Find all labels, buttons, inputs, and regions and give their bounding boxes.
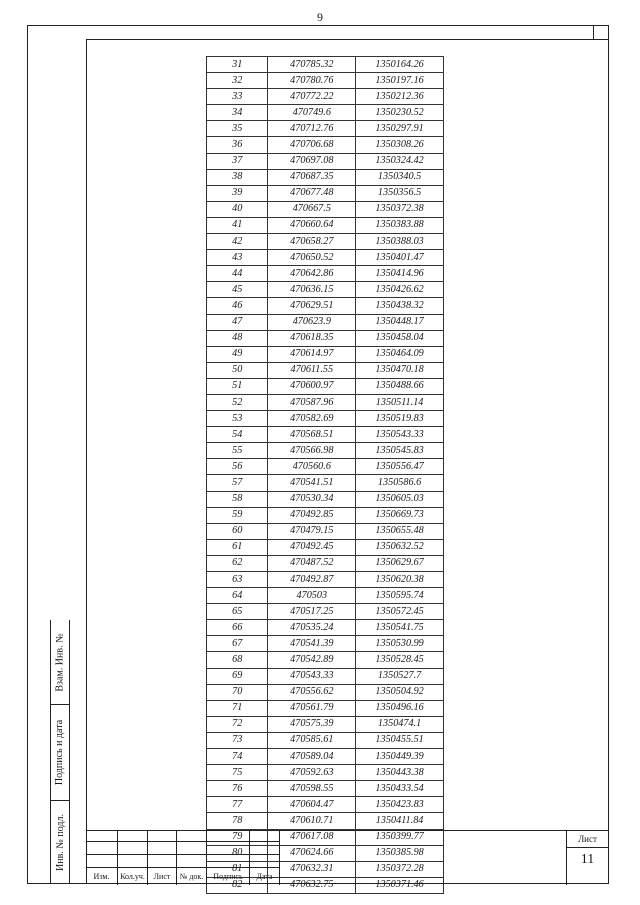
y-coordinate-cell: 1350629.67 <box>356 555 444 571</box>
x-coordinate-cell: 470611.55 <box>268 362 356 378</box>
point-number-cell: 77 <box>207 797 268 813</box>
sheet-number: 11 <box>580 852 595 867</box>
x-coordinate-cell: 470667.5 <box>268 201 356 217</box>
point-number-cell: 76 <box>207 781 268 797</box>
x-coordinate-cell: 470541.39 <box>268 636 356 652</box>
y-coordinate-cell: 1350324.42 <box>356 153 444 169</box>
y-coordinate-cell: 1350197.16 <box>356 73 444 89</box>
x-coordinate-cell: 470542.89 <box>268 652 356 668</box>
x-coordinate-cell: 470503 <box>268 588 356 604</box>
table-row <box>207 137 444 153</box>
x-coordinate-cell: 470677.48 <box>268 185 356 201</box>
point-number-cell: 64 <box>207 588 268 604</box>
sheet-label: Лист <box>578 834 597 844</box>
table-row <box>207 539 444 555</box>
point-number-cell: 75 <box>207 765 268 781</box>
point-number-cell: 52 <box>207 394 268 410</box>
left-approval-strip <box>50 620 86 884</box>
point-number-cell: 50 <box>207 362 268 378</box>
x-coordinate-cell: 470541.51 <box>268 475 356 491</box>
table-row <box>207 475 444 491</box>
point-number-cell: 79 <box>207 829 268 845</box>
table-row <box>207 185 444 201</box>
x-coordinate-cell: 470587.96 <box>268 394 356 410</box>
table-row <box>207 813 444 829</box>
table-row <box>207 411 444 427</box>
y-coordinate-cell: 1350383.88 <box>356 217 444 233</box>
x-coordinate-cell: 470632.31 <box>268 861 356 877</box>
x-coordinate-cell: 470517.25 <box>268 604 356 620</box>
x-coordinate-cell: 470568.51 <box>268 427 356 443</box>
y-coordinate-cell: 1350620.38 <box>356 572 444 588</box>
point-number-cell: 46 <box>207 298 268 314</box>
table-row <box>207 652 444 668</box>
y-coordinate-cell: 1350504.92 <box>356 684 444 700</box>
y-coordinate-cell: 1350595.74 <box>356 588 444 604</box>
point-number-cell: 36 <box>207 137 268 153</box>
y-coordinate-cell: 1350423.83 <box>356 797 444 813</box>
point-number-cell: 68 <box>207 652 268 668</box>
table-row <box>207 749 444 765</box>
table-row <box>207 555 444 571</box>
x-coordinate-cell: 470492.87 <box>268 572 356 588</box>
table-row <box>207 314 444 330</box>
y-coordinate-cell: 1350230.52 <box>356 105 444 121</box>
table-row <box>207 459 444 475</box>
x-coordinate-cell: 470561.79 <box>268 700 356 716</box>
point-number-cell: 63 <box>207 572 268 588</box>
point-number-cell: 56 <box>207 459 268 475</box>
point-number-cell: 31 <box>207 57 268 73</box>
title-block-label: № док. <box>177 868 207 885</box>
table-row <box>207 668 444 684</box>
point-number-cell: 67 <box>207 636 268 652</box>
point-number-cell: 65 <box>207 604 268 620</box>
point-number-cell: 33 <box>207 89 268 105</box>
table-row <box>207 378 444 394</box>
x-coordinate-cell: 470600.97 <box>268 378 356 394</box>
y-coordinate-cell: 1350632.52 <box>356 539 444 555</box>
table-row <box>207 266 444 282</box>
table-row <box>207 105 444 121</box>
table-row <box>207 330 444 346</box>
table-row <box>207 507 444 523</box>
coordinates-table <box>206 56 444 894</box>
point-number-cell: 35 <box>207 121 268 137</box>
table-row <box>207 217 444 233</box>
point-number-cell: 43 <box>207 250 268 266</box>
y-coordinate-cell: 1350212.36 <box>356 89 444 105</box>
table-row <box>207 781 444 797</box>
table-row <box>207 523 444 539</box>
table-row <box>207 604 444 620</box>
y-coordinate-cell: 1350586.6 <box>356 475 444 491</box>
x-coordinate-cell: 470560.6 <box>268 459 356 475</box>
table-row <box>207 427 444 443</box>
x-coordinate-cell: 470530.34 <box>268 491 356 507</box>
point-number-cell: 74 <box>207 749 268 765</box>
point-number-cell: 55 <box>207 443 268 459</box>
title-block-label: Изм. <box>86 868 118 885</box>
title-block-column <box>86 831 280 885</box>
table-row <box>207 572 444 588</box>
strip-label-vzam: Взам. Инв. № <box>54 632 66 692</box>
table-row <box>207 443 444 459</box>
x-coordinate-cell: 470712.76 <box>268 121 356 137</box>
point-number-cell: 61 <box>207 539 268 555</box>
x-coordinate-cell: 470492.45 <box>268 539 356 555</box>
point-number-cell: 81 <box>207 861 268 877</box>
point-number-cell: 59 <box>207 507 268 523</box>
point-number-cell: 44 <box>207 266 268 282</box>
point-number-cell: 47 <box>207 314 268 330</box>
x-coordinate-cell: 470623.9 <box>268 314 356 330</box>
table-row <box>207 346 444 362</box>
point-number-cell: 62 <box>207 555 268 571</box>
x-coordinate-cell: 470535.24 <box>268 620 356 636</box>
table-row <box>207 394 444 410</box>
point-number-cell: 54 <box>207 427 268 443</box>
point-number-cell: 37 <box>207 153 268 169</box>
y-coordinate-cell: 1350414.96 <box>356 266 444 282</box>
x-coordinate-cell: 470617.08 <box>268 829 356 845</box>
point-number-cell: 42 <box>207 234 268 250</box>
y-coordinate-cell: 1350448.17 <box>356 314 444 330</box>
y-coordinate-cell: 1350528.45 <box>356 652 444 668</box>
sheet-divider <box>567 847 609 848</box>
y-coordinate-cell: 1350605.03 <box>356 491 444 507</box>
strip-label-podpis: Подпись и дата <box>54 719 66 785</box>
table-row <box>207 89 444 105</box>
x-coordinate-cell: 470592.63 <box>268 765 356 781</box>
y-coordinate-cell: 1350470.18 <box>356 362 444 378</box>
x-coordinate-cell: 470604.47 <box>268 797 356 813</box>
y-coordinate-cell: 1350433.54 <box>356 781 444 797</box>
x-coordinate-cell: 470610.71 <box>268 813 356 829</box>
table-row <box>207 765 444 781</box>
y-coordinate-cell: 1350438.32 <box>356 298 444 314</box>
y-coordinate-cell: 1350340.5 <box>356 169 444 185</box>
table-row <box>207 491 444 507</box>
x-coordinate-cell: 470632.75 <box>268 877 356 893</box>
y-coordinate-cell: 1350388.03 <box>356 234 444 250</box>
x-coordinate-cell: 470785.32 <box>268 57 356 73</box>
x-coordinate-cell: 470687.35 <box>268 169 356 185</box>
x-coordinate-cell: 470642.86 <box>268 266 356 282</box>
point-number-cell: 45 <box>207 282 268 298</box>
table-row <box>207 57 444 73</box>
y-coordinate-cell: 1350411.84 <box>356 813 444 829</box>
x-coordinate-cell: 470772.22 <box>268 89 356 105</box>
frame-corner-stub <box>593 25 610 39</box>
table-row <box>207 121 444 137</box>
x-coordinate-cell: 470658.27 <box>268 234 356 250</box>
y-coordinate-cell: 1350530.99 <box>356 636 444 652</box>
title-block-label: Лист <box>148 868 177 885</box>
y-coordinate-cell: 1350455.51 <box>356 732 444 748</box>
point-number-cell: 72 <box>207 716 268 732</box>
point-number-cell: 78 <box>207 813 268 829</box>
x-coordinate-cell: 470650.52 <box>268 250 356 266</box>
point-number-cell: 51 <box>207 378 268 394</box>
y-coordinate-cell: 1350511.14 <box>356 394 444 410</box>
y-coordinate-cell: 1350556.47 <box>356 459 444 475</box>
x-coordinate-cell: 470589.04 <box>268 749 356 765</box>
x-coordinate-cell: 470479.15 <box>268 523 356 539</box>
y-coordinate-cell: 1350669.73 <box>356 507 444 523</box>
table-row <box>207 282 444 298</box>
y-coordinate-cell: 1350458.04 <box>356 330 444 346</box>
y-coordinate-cell: 1350464.09 <box>356 346 444 362</box>
title-block-label: Кол.уч. <box>118 868 148 885</box>
y-coordinate-cell: 1350308.26 <box>356 137 444 153</box>
y-coordinate-cell: 1350399.77 <box>356 829 444 845</box>
title-block <box>86 830 609 884</box>
point-number-cell: 70 <box>207 684 268 700</box>
point-number-cell: 40 <box>207 201 268 217</box>
point-number-cell: 57 <box>207 475 268 491</box>
table-row <box>207 732 444 748</box>
table-row <box>207 362 444 378</box>
y-coordinate-cell: 1350519.83 <box>356 411 444 427</box>
table-row <box>207 73 444 89</box>
x-coordinate-cell: 470614.97 <box>268 346 356 362</box>
x-coordinate-cell: 470749.6 <box>268 105 356 121</box>
x-coordinate-cell: 470575.39 <box>268 716 356 732</box>
sheet-box <box>566 831 609 885</box>
x-coordinate-cell: 470585.61 <box>268 732 356 748</box>
table-row <box>207 684 444 700</box>
x-coordinate-cell: 470618.35 <box>268 330 356 346</box>
y-coordinate-cell: 1350356.5 <box>356 185 444 201</box>
x-coordinate-cell: 470629.51 <box>268 298 356 314</box>
point-number-cell: 73 <box>207 732 268 748</box>
table-row <box>207 234 444 250</box>
x-coordinate-cell: 470780.76 <box>268 73 356 89</box>
point-number-cell: 60 <box>207 523 268 539</box>
y-coordinate-cell: 1350545.83 <box>356 443 444 459</box>
x-coordinate-cell: 470706.68 <box>268 137 356 153</box>
y-coordinate-cell: 1350541.75 <box>356 620 444 636</box>
y-coordinate-cell: 1350527.7 <box>356 668 444 684</box>
table-row <box>207 201 444 217</box>
point-number-cell: 80 <box>207 845 268 861</box>
y-coordinate-cell: 1350655.48 <box>356 523 444 539</box>
point-number-cell: 38 <box>207 169 268 185</box>
point-number-cell: 69 <box>207 668 268 684</box>
title-block-label: Подпись <box>207 868 250 885</box>
point-number-cell: 71 <box>207 700 268 716</box>
x-coordinate-cell: 470636.15 <box>268 282 356 298</box>
x-coordinate-cell: 470598.55 <box>268 781 356 797</box>
point-number-cell: 32 <box>207 73 268 89</box>
table-row <box>207 250 444 266</box>
title-block-label: Дата <box>250 868 280 885</box>
y-coordinate-cell: 1350372.28 <box>356 861 444 877</box>
y-coordinate-cell: 1350449.39 <box>356 749 444 765</box>
x-coordinate-cell: 470543.33 <box>268 668 356 684</box>
point-number-cell: 34 <box>207 105 268 121</box>
point-number-cell: 66 <box>207 620 268 636</box>
coordinates-table-body <box>207 57 444 894</box>
point-number-cell: 41 <box>207 217 268 233</box>
x-coordinate-cell: 470556.62 <box>268 684 356 700</box>
y-coordinate-cell: 1350164.26 <box>356 57 444 73</box>
y-coordinate-cell: 1350543.33 <box>356 427 444 443</box>
point-number-cell: 82 <box>207 877 268 893</box>
y-coordinate-cell: 1350572.45 <box>356 604 444 620</box>
x-coordinate-cell: 470624.66 <box>268 845 356 861</box>
x-coordinate-cell: 470492.85 <box>268 507 356 523</box>
page-number: 9 <box>317 10 323 24</box>
y-coordinate-cell: 1350474.1 <box>356 716 444 732</box>
strip-divider <box>69 620 70 884</box>
table-row <box>207 298 444 314</box>
y-coordinate-cell: 1350443.38 <box>356 765 444 781</box>
point-number-cell: 39 <box>207 185 268 201</box>
x-coordinate-cell: 470566.98 <box>268 443 356 459</box>
x-coordinate-cell: 470487.52 <box>268 555 356 571</box>
y-coordinate-cell: 1350297.91 <box>356 121 444 137</box>
point-number-cell: 53 <box>207 411 268 427</box>
table-row <box>207 636 444 652</box>
strip-label-inv: Инв. № подл. <box>54 813 66 871</box>
table-row <box>207 153 444 169</box>
y-coordinate-cell: 1350401.47 <box>356 250 444 266</box>
table-row <box>207 169 444 185</box>
table-row <box>207 797 444 813</box>
y-coordinate-cell: 1350426.62 <box>356 282 444 298</box>
y-coordinate-cell: 1350488.66 <box>356 378 444 394</box>
table-row <box>207 716 444 732</box>
y-coordinate-cell: 1350496.16 <box>356 700 444 716</box>
x-coordinate-cell: 470582.69 <box>268 411 356 427</box>
table-row <box>207 588 444 604</box>
x-coordinate-cell: 470660.64 <box>268 217 356 233</box>
y-coordinate-cell: 1350385.98 <box>356 845 444 861</box>
point-number-cell: 49 <box>207 346 268 362</box>
x-coordinate-cell: 470697.08 <box>268 153 356 169</box>
table-row <box>207 620 444 636</box>
y-coordinate-cell: 1350371.46 <box>356 877 444 893</box>
table-row <box>207 700 444 716</box>
point-number-cell: 48 <box>207 330 268 346</box>
y-coordinate-cell: 1350372.38 <box>356 201 444 217</box>
point-number-cell: 58 <box>207 491 268 507</box>
